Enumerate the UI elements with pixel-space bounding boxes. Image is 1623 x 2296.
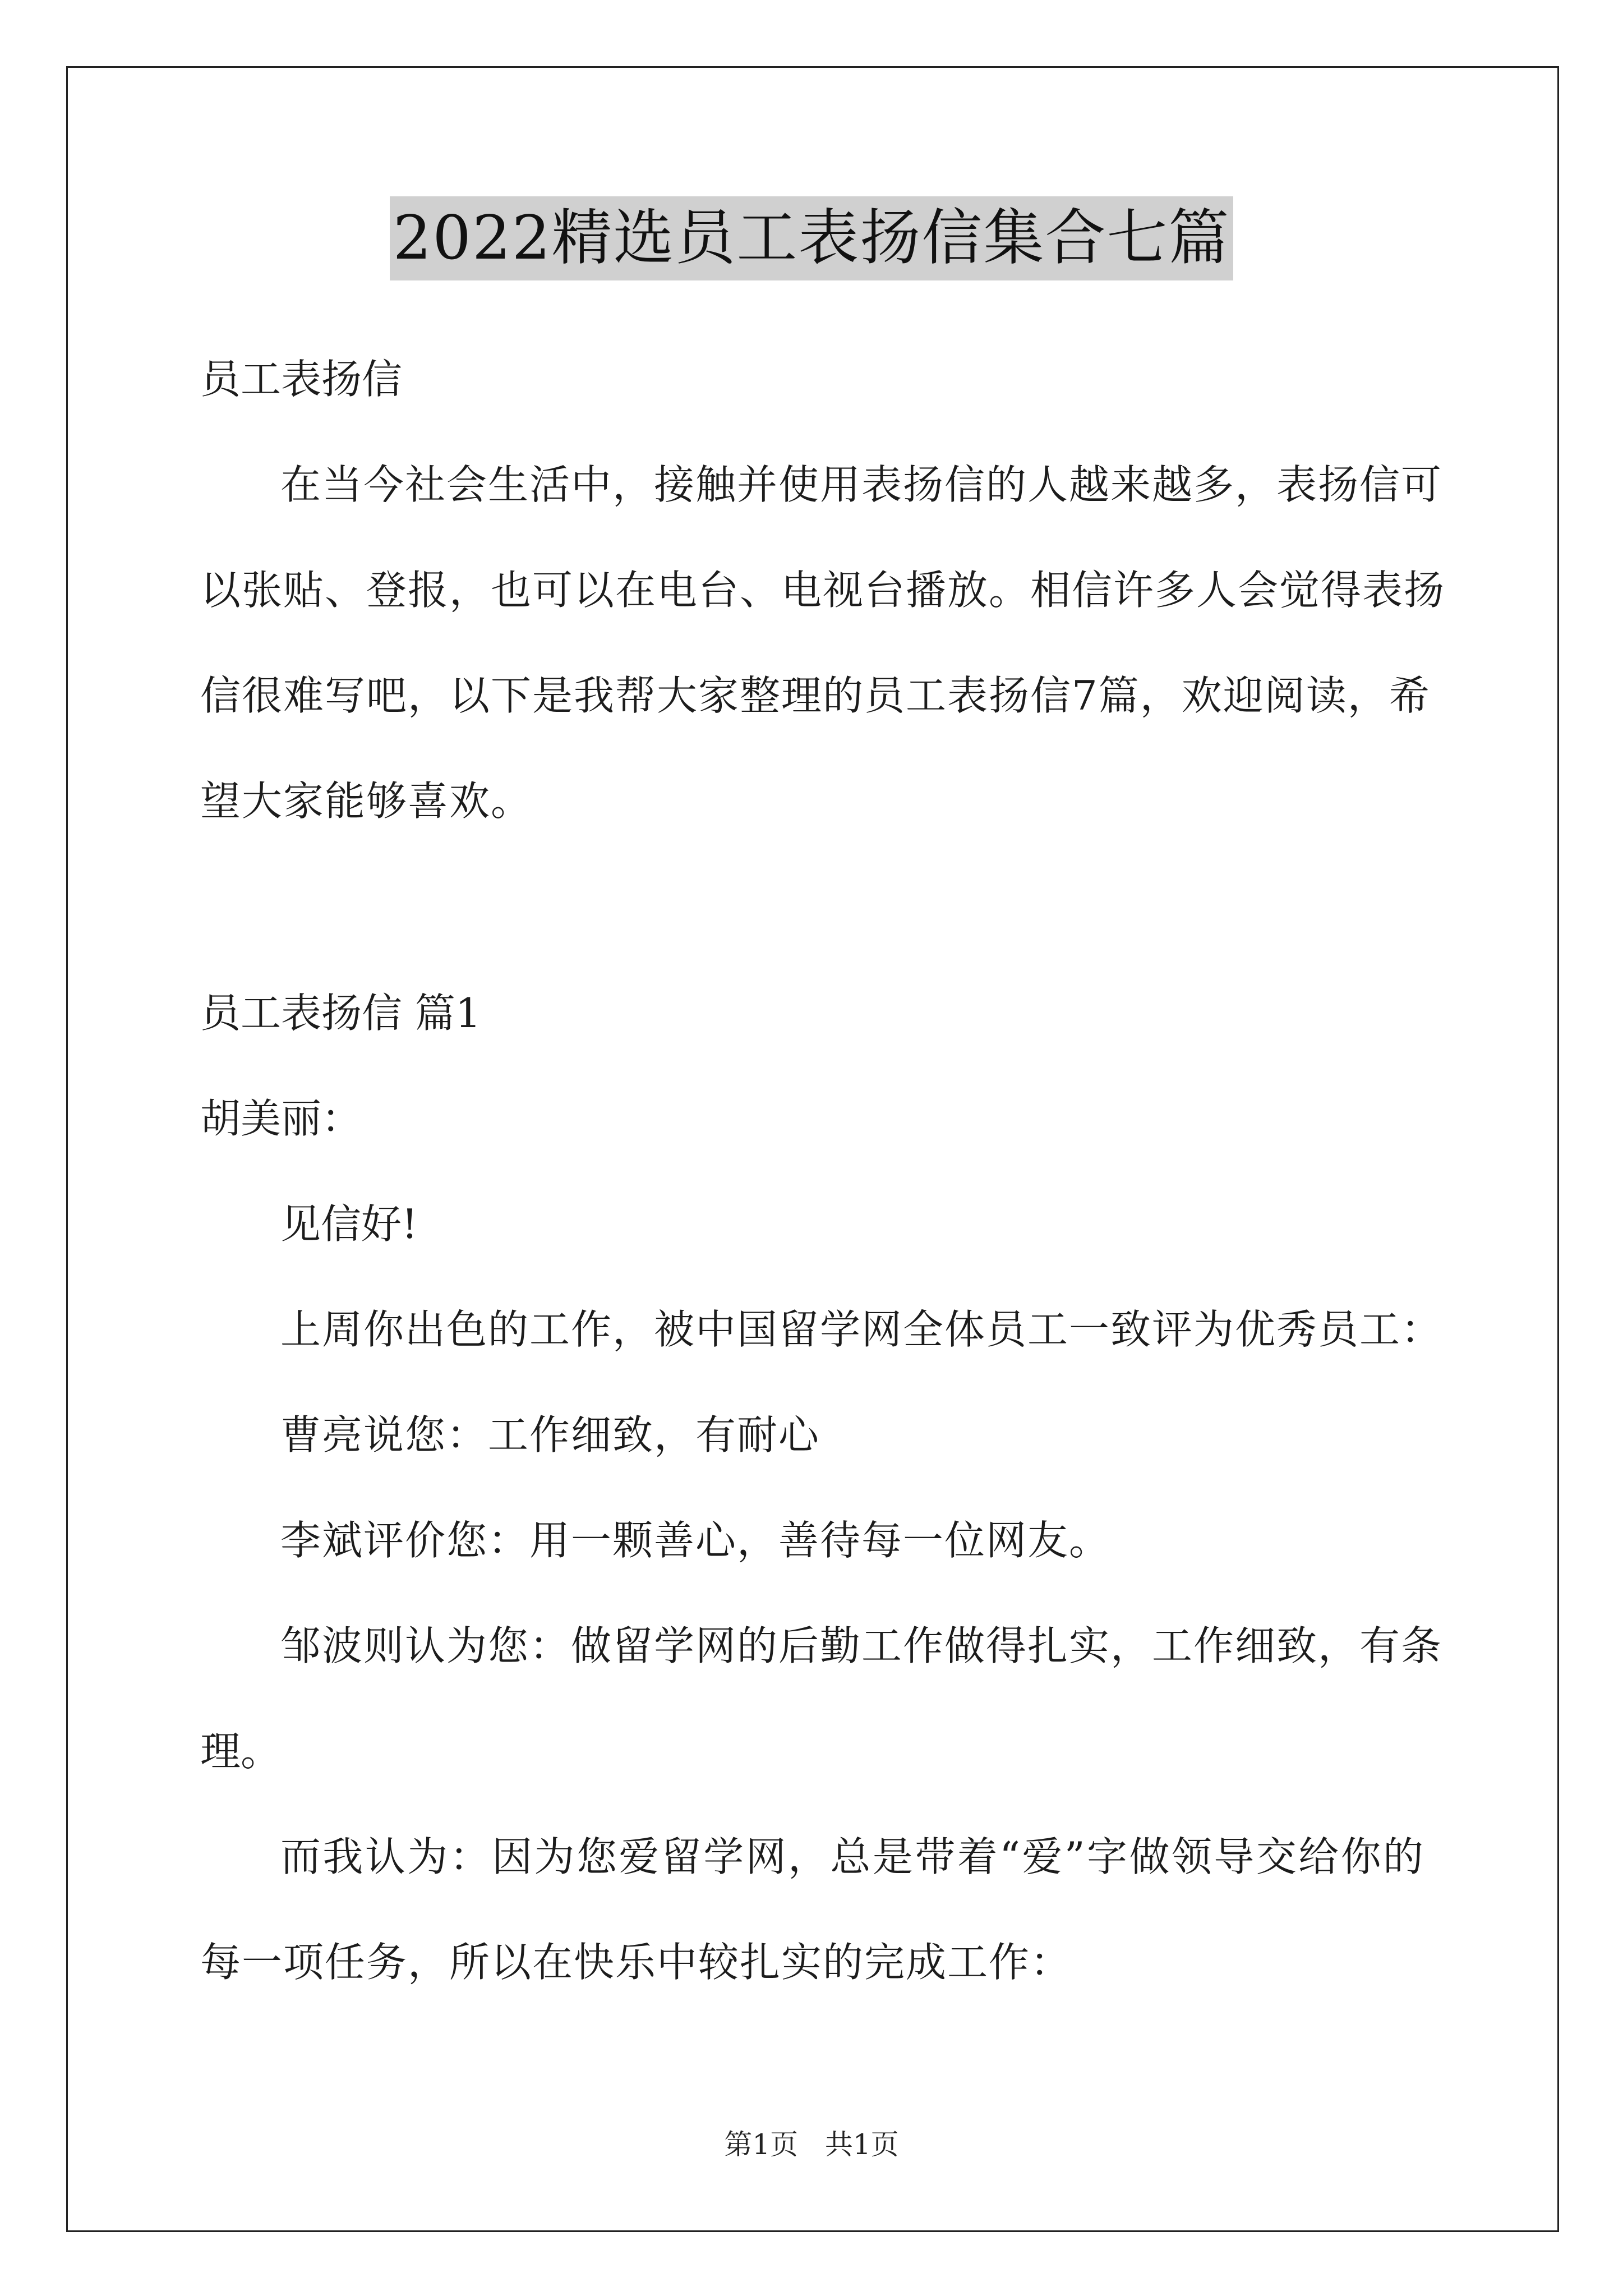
body-line-1: 上周你出色的工作，被中国留学网全体员工一致评为优秀员工： (280, 1306, 1443, 1353)
intro-line-2: 以张贴、登报，也可以在电台、电视台播放。相信许多人会觉得表扬 (200, 567, 1446, 614)
body-line-6: 而我认为：因为您爱留学网，总是带着“爱”字做领导交给你的 (280, 1833, 1424, 1880)
body-line-7: 每一项任务，所以在快乐中较扎实的完成工作： (200, 1939, 1072, 1986)
greeting: 见信好! (280, 1200, 418, 1248)
body-line-5: 理。 (200, 1728, 282, 1775)
body-line-2: 曹亮说您：工作细致，有耐心 (280, 1411, 820, 1458)
intro-line-4: 望大家能够喜欢。 (200, 777, 533, 825)
salutation: 胡美丽： (200, 1095, 362, 1142)
intro-line-1: 在当今社会生活中，接触并使用表扬信的人越来越多，表扬信可 (280, 461, 1443, 508)
page-footer: 第1页 共1页 (724, 2128, 899, 2161)
title-container (0, 196, 1623, 280)
section-heading: 员工表扬信 (200, 356, 403, 403)
intro-line-3: 信很难写吧，以下是我帮大家整理的员工表扬信7篇，欢迎阅读，希 (200, 672, 1431, 719)
body-line-4: 邹波则认为您：做留学网的后勤工作做得扎实，工作细致，有条 (280, 1622, 1443, 1669)
document-title: 2022精选员工表扬信集合七篇 (390, 196, 1234, 280)
letter-heading: 员工表扬信 篇1 (200, 990, 481, 1037)
body-line-3: 李斌评价您：用一颗善心，善待每一位网友。 (280, 1517, 1111, 1564)
